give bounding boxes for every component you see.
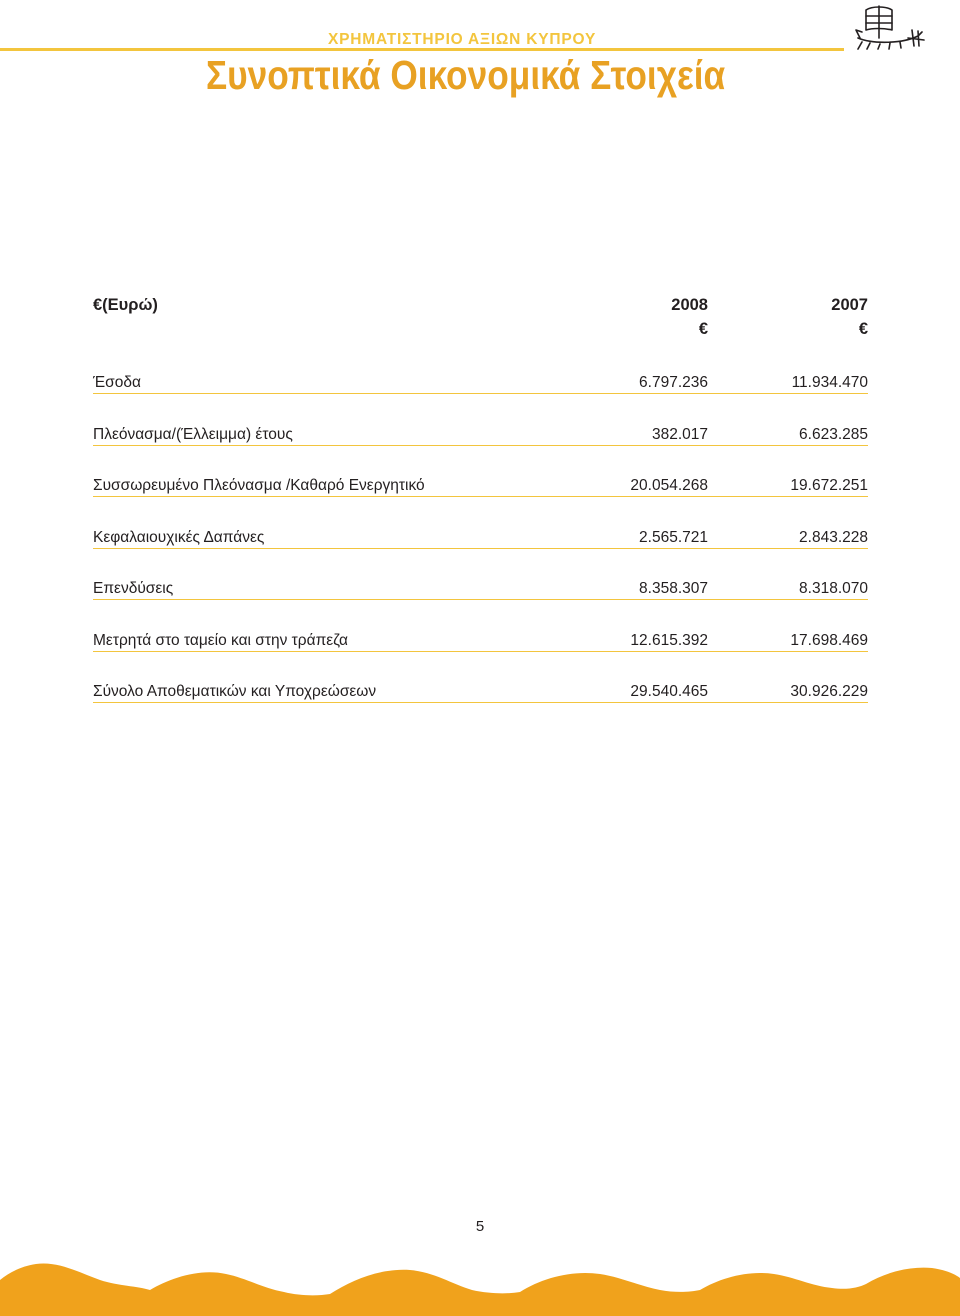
organization-name: ΧΡΗΜΑΤΙΣΤΗΡΙΟ ΑΞΙΩΝ ΚΥΠΡΟΥ (328, 31, 597, 48)
value-2007: 17.698.469 (790, 631, 868, 649)
ship-logo-icon (852, 2, 928, 50)
year-2008-header: 2008 (671, 296, 708, 314)
value-2007: 2.843.228 (799, 528, 868, 546)
value-2008: 12.615.392 (630, 631, 708, 649)
row-label: Πλεόνασμα/(Έλλειμμα) έτους (93, 425, 293, 443)
table-row (93, 477, 868, 497)
row-label: Κεφαλαιουχικές Δαπάνες (93, 528, 265, 546)
value-2008: 8.358.307 (639, 580, 708, 597)
currency-symbol-2007: € (858, 320, 868, 338)
page-title: Συνοπτικά Οικονομικά Στοιχεία (206, 52, 726, 98)
value-2007: 19.672.251 (790, 477, 868, 494)
currency-label: €(Ευρώ) (93, 296, 158, 314)
row-label: Συσσωρευμένο Πλεόνασμα /Καθαρό Ενεργητικό (93, 477, 425, 494)
currency-symbol-row (93, 320, 868, 344)
table-header-row (93, 296, 868, 320)
currency-symbol-2008: € (698, 320, 708, 338)
value-2007: 6.623.285 (799, 425, 868, 443)
value-2007: 11.934.470 (791, 374, 868, 391)
value-2008: 2.565.721 (639, 528, 708, 546)
table-row (93, 632, 868, 652)
year-2007-header: 2007 (831, 296, 868, 314)
value-2008: 382.017 (651, 425, 708, 443)
table-row (93, 374, 868, 394)
financial-summary-table (93, 296, 868, 700)
table-row (93, 529, 868, 549)
value-2007: 8.318.070 (799, 580, 868, 597)
value-2008: 6.797.236 (639, 374, 708, 391)
row-label: Μετρητά στο ταμείο και στην τράπεζα (93, 631, 348, 649)
table-row (93, 683, 868, 703)
value-2007: 30.926.229 (790, 683, 868, 700)
value-2008: 29.540.465 (630, 683, 708, 700)
row-label: Έσοδα (93, 374, 141, 391)
table-row (93, 426, 868, 446)
value-2008: 20.054.268 (630, 477, 708, 494)
row-label: Σύνολο Αποθεματικών και Υποχρεώσεων (93, 683, 377, 700)
decorative-waves (0, 1250, 960, 1316)
row-label: Επενδύσεις (93, 580, 174, 597)
table-row (93, 580, 868, 600)
page-number: 5 (475, 1218, 485, 1235)
table-body (93, 374, 868, 735)
